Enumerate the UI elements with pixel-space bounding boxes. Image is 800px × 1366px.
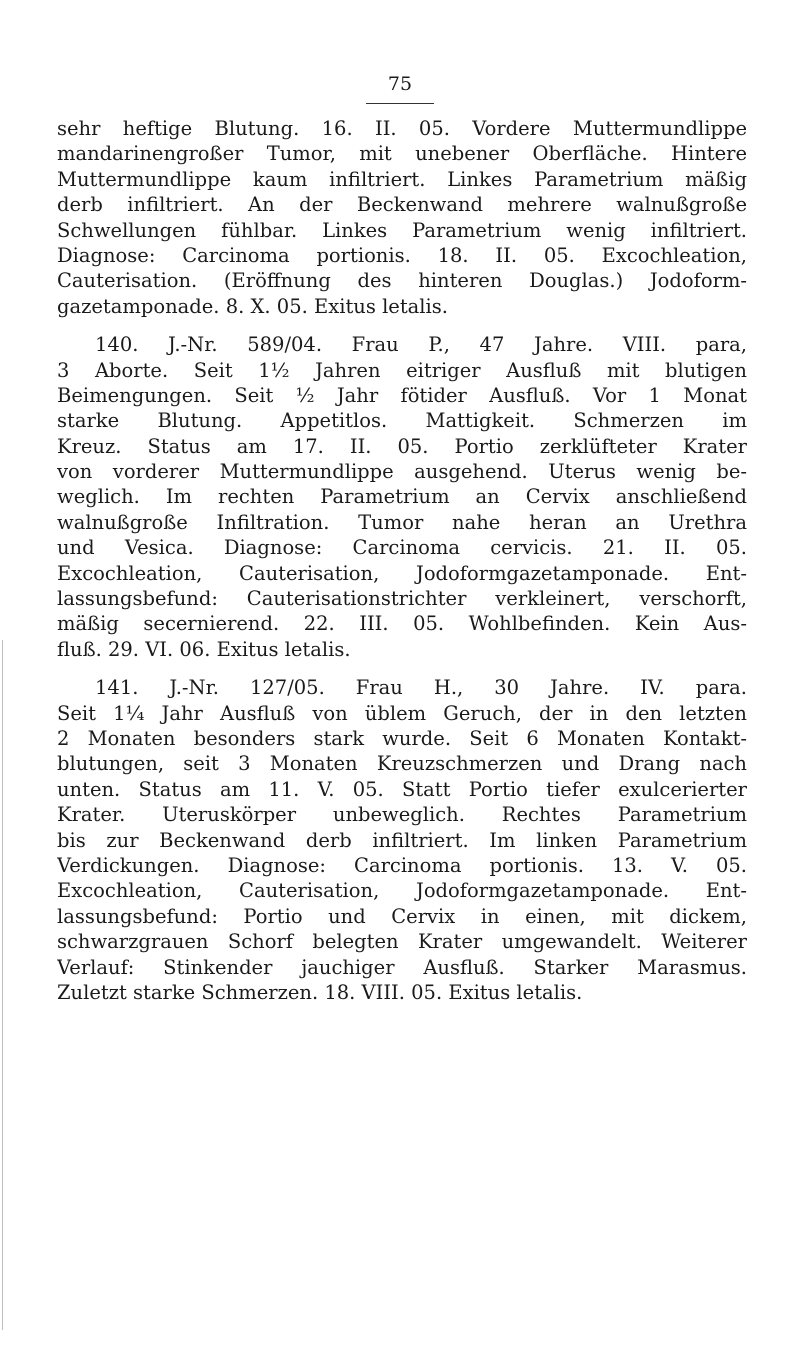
text-line: Schwellungen fühlbar. Linkes Parametrium wenig infiltriert. [57, 218, 747, 242]
text-line: gazetamponade. 8. X. 05. Exitus letalis. [57, 294, 448, 318]
text-line: 2 Monaten besonders stark wurde. Seit 6 Monaten Kontakt- [57, 726, 747, 750]
text-line: 3 Aborte. Seit 1½ Jahren eitriger Ausfluß mit blutigen [57, 358, 747, 382]
text-line: Excochleation, Cauterisation, Jodoformgazetamponade. Ent- [57, 561, 747, 585]
paragraph-gap [57, 662, 747, 675]
text-line: Cauterisation. (Eröffnung des hinteren Douglas.) Jodoform- [57, 269, 747, 293]
text-line: Krater. Uteruskörper unbeweglich. Rechtes Parametrium [57, 803, 747, 827]
text-line: sehr heftige Blutung. 16. II. 05. Vordere Muttermundlippe [57, 117, 747, 140]
text-line: Kreuz. Status am 17. II. 05. Portio zerklüfteter Krater [57, 434, 747, 458]
text-line: schwarzgrauen Schorf belegten Krater umgewandelt. Weiterer [57, 930, 747, 954]
text-line: 141. J.-Nr. 127/05. Frau H., 30 Jahre. IV. para. [95, 676, 747, 700]
text-line: Zuletzt starke Schmerzen. 18. VIII. 05. Exitus letalis. [57, 980, 583, 1004]
text-line: bis zur Beckenwand derb infiltriert. Im linken Parametrium [57, 828, 747, 852]
text-line: mandarinengroßer Tumor, mit unebener Oberfläche. Hintere [57, 142, 747, 166]
text-line: weglich. Im rechten Parametrium an Cervix anschließend [57, 485, 747, 509]
text-line: Verdickungen. Diagnose: Carcinoma portionis. 13. V. 05. [57, 853, 747, 877]
page-number-rule [366, 103, 434, 104]
text-line: Seit 1¼ Jahr Ausfluß von üblem Geruch, der in den letzten [57, 701, 747, 725]
text-line: Muttermundlippe kaum infiltriert. Linkes Parametrium mäßig [57, 167, 747, 191]
text-line: mäßig secernierend. 22. III. 05. Wohlbefinden. Kein Aus- [57, 612, 747, 636]
text-line: lassungsbefund: Portio und Cervix in einen, mit dickem, [57, 904, 747, 928]
text-line: Excochleation, Cauterisation, Jodoformgazetamponade. Ent- [57, 879, 747, 903]
text-line: fluß. 29. VI. 06. Exitus letalis. [57, 637, 351, 661]
text-line: starke Blutung. Appetitlos. Mattigkeit. Schmerzen im [57, 409, 747, 433]
paragraph-gap [57, 319, 747, 332]
body-text [57, 116, 747, 1005]
text-line: Verlauf: Stinkender jauchiger Ausfluß. Starker Marasmus. [57, 955, 747, 979]
text-line: unten. Status am 11. V. 05. Statt Portio tiefer exulcerierter [57, 777, 747, 801]
text-line: Beimengungen. Seit ½ Jahr fötider Ausfluß. Vor 1 Monat [57, 383, 747, 407]
text-line: blutungen, seit 3 Monaten Kreuzschmerzen und Drang nach [57, 752, 747, 776]
text-line: derb infiltriert. An der Beckenwand mehrere walnußgroße [57, 193, 747, 217]
page-edge-shadow [2, 640, 3, 1330]
text-line: von vorderer Muttermundlippe ausgehend. Uterus wenig be- [57, 460, 747, 484]
text-line: walnußgroße Infiltration. Tumor nahe heran an Urethra [57, 510, 747, 534]
text-line: 140. J.-Nr. 589/04. Frau P., 47 Jahre. VIII. para, [95, 333, 747, 357]
text-line: Diagnose: Carcinoma portionis. 18. II. 05. Excochleation, [57, 243, 747, 267]
page-number: 75 [387, 73, 413, 95]
text-line: und Vesica. Diagnose: Carcinoma cervicis. 21. II. 05. [57, 536, 747, 560]
text-line: lassungsbefund: Cauterisationstrichter verkleinert, verschorft, [57, 587, 747, 611]
